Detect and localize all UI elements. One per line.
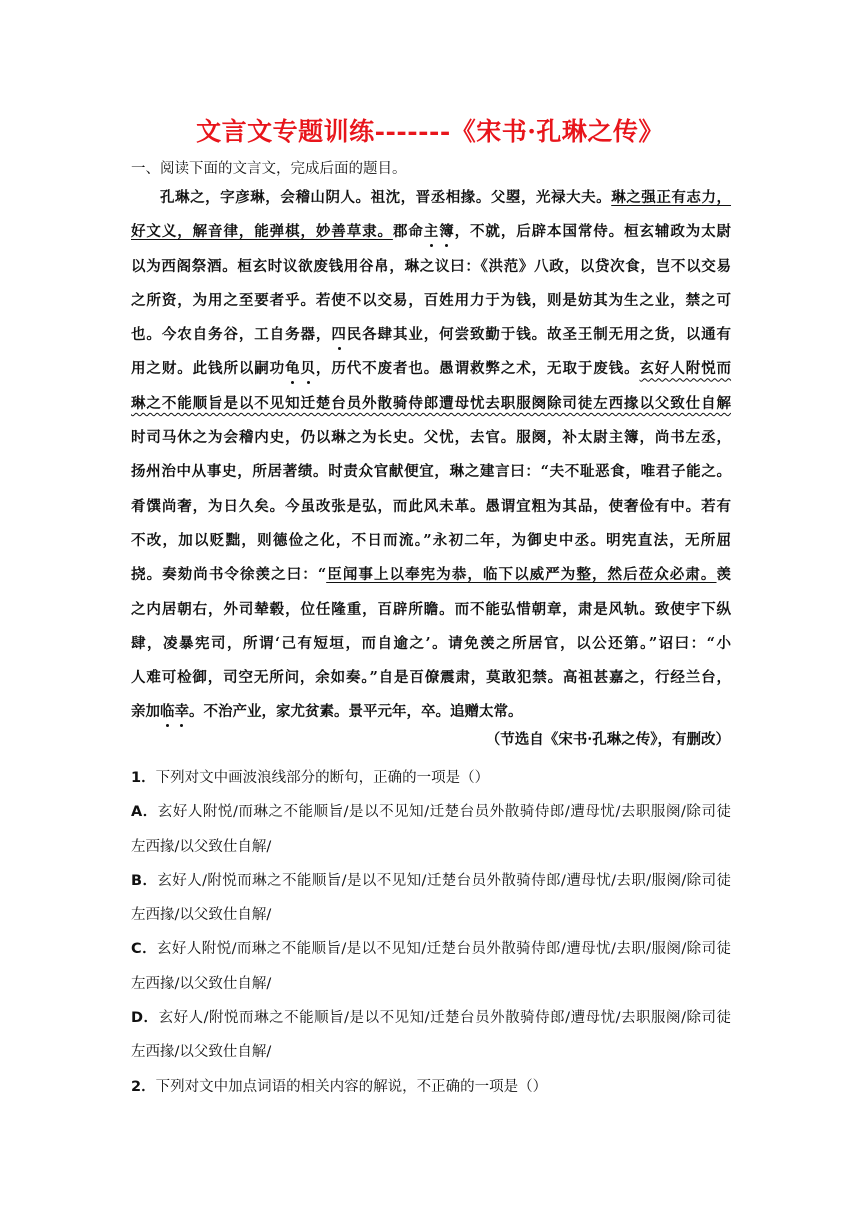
- document-title: 文言文专题训练-------《宋书·孔琳之传》: [196, 117, 664, 146]
- underlined-phrase: 好文义，解音律，能弹棋，妙善草隶。: [131, 223, 393, 241]
- wavy-underlined-phrase: 玄好人附悦而: [639, 360, 732, 378]
- passage-line: 挠。奏劾尚书令徐羡之曰：“臣闻事上以奉宪为恭，临下以威严为整，然后莅众必肃。羡: [131, 566, 732, 584]
- option-label: D．: [131, 1010, 159, 1027]
- dotted-char: 贝: [300, 360, 316, 378]
- passage-line: 不改，加以贬黜，则德俭之化，不日而流。”永初二年，为御史中丞。明宪直法，无所屈: [131, 531, 731, 549]
- passage-line: 肴馔尚奢，为日久矣。今虽改张是弘，而此风未革。愚谓宜粗为其品，使奢俭有中。若有: [131, 497, 731, 515]
- underlined-phrase: 琳之强正有志力，: [611, 189, 732, 206]
- dotted-char: 临: [160, 703, 175, 721]
- passage-source: （节选自《宋书·孔琳之传》，有删改）: [485, 731, 730, 748]
- option-label: C．: [131, 941, 157, 958]
- dotted-char: 龟: [285, 360, 301, 378]
- passage-line: 用之财。此钱所以嗣功龟贝，历代不废者也。愚谓救弊之术，无取于废钱。玄好人附悦而: [131, 360, 732, 378]
- question-number: 2．: [131, 1078, 156, 1095]
- dotted-char: 幸: [174, 703, 189, 721]
- option-a: A．玄好人附悦/而琳之不能顺旨/是以不见知/迁楚台员外散骑侍郎/遭母忧/去职服阕/除司徒: [131, 804, 731, 821]
- passage-line: 之所资，为用之至要者乎。若使不以交易，百姓用力于为钱，则是妨其为生之业，禁之可: [131, 291, 731, 309]
- passage-line: 也。今农自务谷，工自务器，四民各肆其业，何尝致勤于钱。故圣王制无用之货，以通有: [131, 326, 732, 344]
- question-stem: 1．下列对文中画波浪线部分的断句，正确的一项是（）: [131, 770, 490, 786]
- option-c: C．玄好人附悦/而琳之不能顺旨/是以不见知/迁楚台员外散骑侍郎/遭母忧/去职/服阕/除司徒: [131, 941, 731, 958]
- passage-line: 人难可检御，司空无所问，余如奏。”自是百僚震肃，莫敢犯禁。高祖甚嘉之，行经兰台，: [131, 669, 731, 687]
- passage-line: 孔琳之，字彦琳，会稽山阴人。祖沈，晋丞相掾。父曌，光禄大夫。琳之强正有志力，: [160, 189, 732, 206]
- option-c-continued: 左西掾/以父致仕自解/: [131, 975, 272, 992]
- option-a-continued: 左西掾/以父致仕自解/: [131, 838, 272, 855]
- option-label: A．: [131, 804, 158, 821]
- dotted-char: 簿: [439, 223, 455, 241]
- underlined-phrase: 臣闻事上以奉宪为恭，临下以威严为整，然后莅众必肃。: [326, 566, 717, 584]
- passage-line: 以为西阁祭酒。桓玄时议欲废钱用谷帛，琳之议曰：《洪范》八政，以贷次食，岂不以交易: [131, 257, 731, 275]
- dotted-char: 四: [331, 326, 347, 344]
- passage-line: 好文义，解音律，能弹棋，妙善草隶。郡命主簿，不就，后辟本国常侍。桓玄辅政为太尉: [131, 223, 732, 241]
- passage-line: 之内居朝右，外司辇毂，位任隆重，百辟所瞻。而不能弘惜朝章，肃是风轨。致使宇下纵: [131, 600, 731, 618]
- option-label: B．: [131, 872, 158, 889]
- dotted-char: 主: [423, 223, 440, 241]
- question-number: 1．: [131, 770, 156, 786]
- option-d-continued: 左西掾/以父致仕自解/: [131, 1044, 272, 1061]
- passage-line: [131, 387, 731, 421]
- option-b-continued: 左西掾/以父致仕自解/: [131, 907, 272, 924]
- question-stem: 2．下列对文中加点词语的相关内容的解说，不正确的一项是（）: [131, 1078, 548, 1095]
- passage-line: 扬州治中从事史，所居著绩。时责众官献便宜，琳之建言曰：“夫不耻恶食，唯君子能之。: [131, 463, 731, 481]
- classical-passage: [131, 181, 731, 730]
- passage-line: 亲加临幸。不治产业，家尤贫素。景平元年，卒。追赠太常。: [131, 703, 523, 721]
- option-b: B．玄好人/附悦而琳之不能顺旨/是以不见知/迁楚台员外散骑侍郎/遭母忧/去职/服阕/除司徒: [131, 872, 731, 889]
- question-list: [131, 761, 731, 1104]
- passage-line: 时司马休之为会稽内史，仍以琳之为长史。父忧，去官。服阕，补太尉主簿，尚书左丞，: [131, 429, 731, 447]
- option-d: D．玄好人/附悦而琳之不能顺旨/是以不见知/迁楚台员外散骑侍郎/遭母忧/去职服阕/除司徒: [131, 1010, 731, 1027]
- passage-line: 肆，凌暴宪司，所谓‘己有短垣，而自逾之’。请免羡之所居官，以公还第。”诏曰：“小: [131, 634, 731, 652]
- wavy-underlined-phrase: 琳之不能顺旨是以不见知迁楚台员外散骑侍郎遭母忧去职服阕除司徒左西掾以父致仕自解: [131, 394, 731, 412]
- section-instruction: 一、阅读下面的文言文，完成后面的题目。: [131, 161, 407, 177]
